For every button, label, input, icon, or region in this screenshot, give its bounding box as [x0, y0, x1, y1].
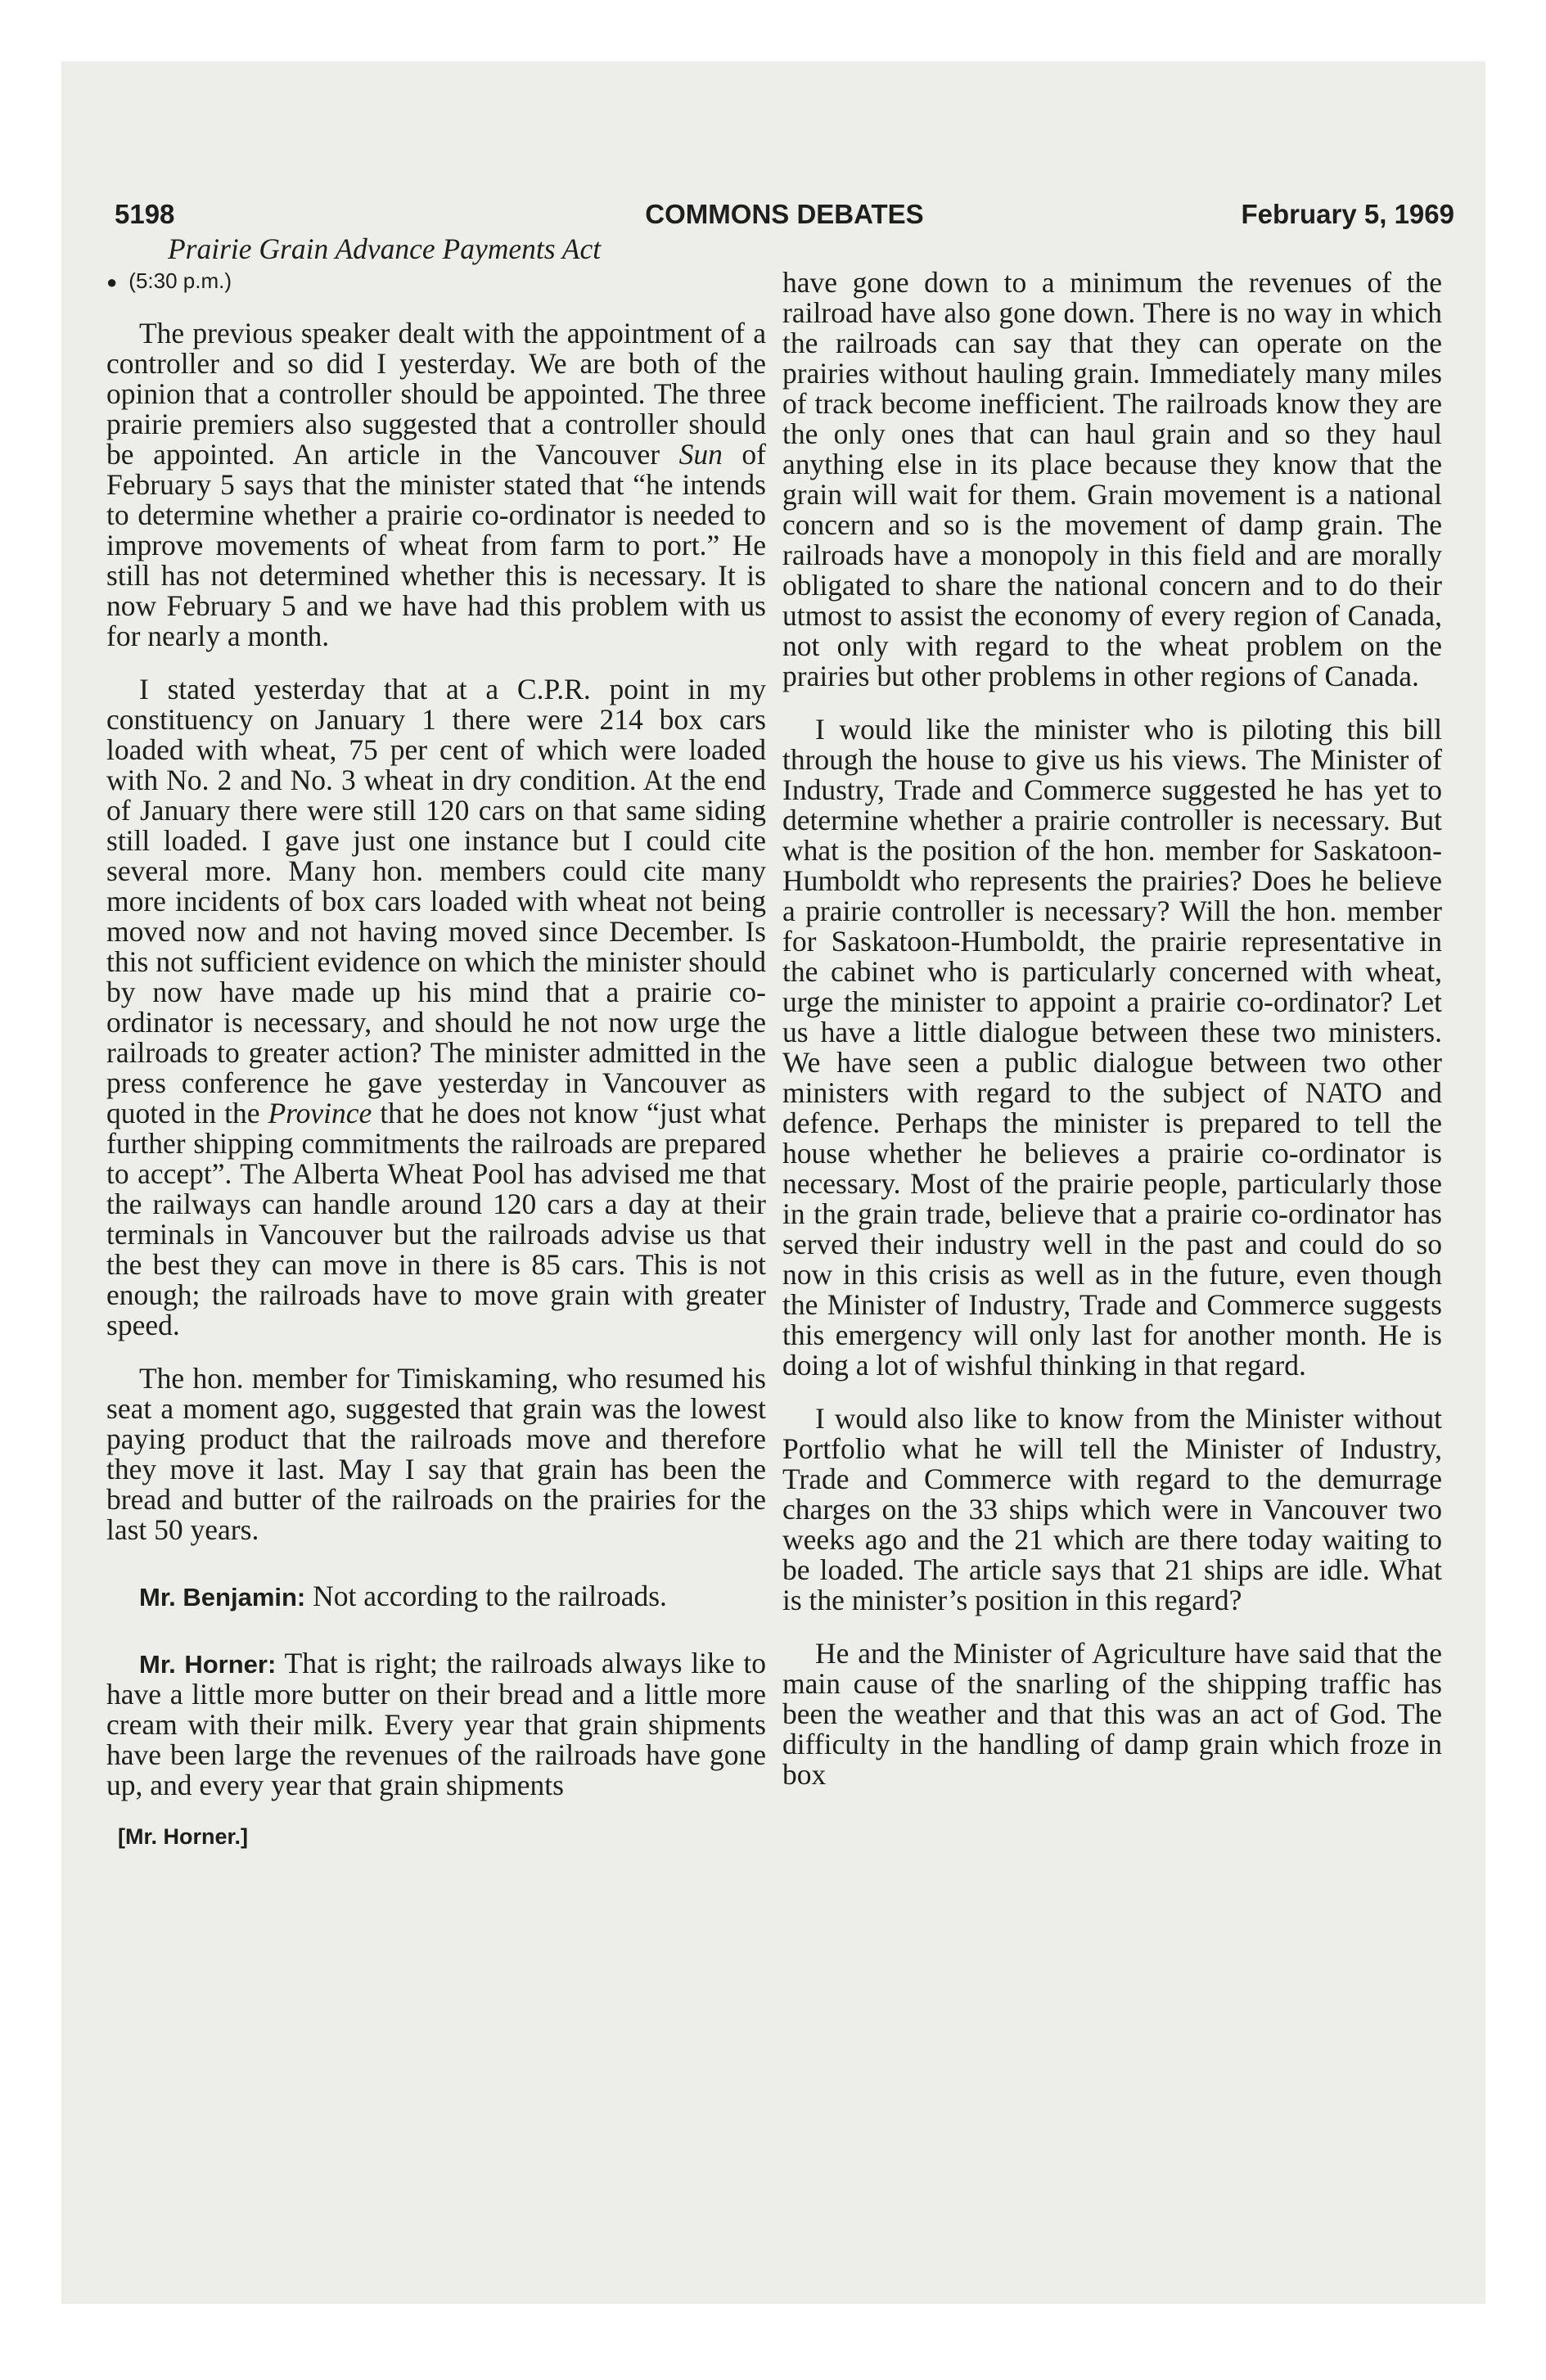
right-column [782, 268, 1442, 1790]
time-marker-text: (5:30 p.m.) [128, 268, 232, 293]
bullet-icon: ● [106, 272, 118, 292]
newspaper-name: Province [268, 1097, 372, 1129]
newspaper-name: Sun [678, 438, 723, 471]
speaker-name: Mr. Benjamin: [139, 1583, 306, 1611]
publication-title: COMMONS DEBATES [645, 199, 924, 229]
paragraph: He and the Minister of Agriculture have said that the main cause of the snarling of the shipping traffic has been the weather and that this was an act of God. The difficulty in the handling of damp grain which froze in box [782, 1637, 1442, 1791]
section-subtitle: Prairie Grain Advance Payments Act [168, 232, 602, 265]
time-marker [106, 266, 766, 297]
left-column [106, 234, 766, 1852]
paragraph: I would like the minister who is piloting this bill through the house to give us his views. The Minister of Industry, Trade and Commerce suggested he has yet to determine whether a prairie controller is necessary. But what is the position of the hon. member for Saskatoon-Humboldt who represents the prairies? Does he believe a prairie controller is necessary? Will the hon. member for Saskatoon-Humboldt, the prairie representative in the cabinet who is particularly concerned with wheat, urge the minister to appoint a prairie co-ordinator? Let us have a little dialogue between these two ministers. We have seen a public dialogue between two other ministers with regard to the subject of NATO and defence. Perhaps the minister is prepared to tell the house whether he believes a prairie co-ordinator is necessary. Most of the prairie people, particularly those in the grain trade, believe that a prairie co-ordinator has served their industry well in the past and could do so now in this crisis as well as in the future, even though the Minister of Industry, Trade and Commerce suggests this emergency will only last for another month. He is doing a lot of wishful thinking in that regard. [782, 713, 1442, 1382]
speaker-name: Mr. Horner: [139, 1650, 277, 1679]
paragraph: I stated yesterday that at a C.P.R. point in my constituency on January 1 there were 214 box cars loaded with wheat, 75 per cent of which were loaded with No. 2 and No. 3 wheat in dry condition. At the end of January there were still 120 cars on that same siding still loaded. I gave just one instance but I could cite several more. Many hon. members could cite many more incidents of box cars loaded with wheat not being moved now and not having moved since December. Is this not sufficient evidence on which the minister should by now have made up his mind that a prairie co-ordinator is necessary, and should he not now urge the railroads to greater action? The minister admitted in the press conference he gave yesterday in Vancouver as quoted in the Province that he does not know “just what further shipping commitments the railroads are prepared to accept”. The Alberta Wheat Pool has advised me that the railways can handle around 120 cars a day at their terminals in Vancouver but the railroads advise us that the best they can move in there is 85 cars. This is not enough; the railroads have to move grain with greater speed. [106, 673, 766, 1341]
paragraph-speaker: Mr. Horner: That is right; the railroads always like to have a little more butter on their bread and a little more cream with their milk. Every year that grain shipments have been large the revenues of the railroads have gone up, and every year that grain shipments [106, 1647, 767, 1801]
paragraph: The previous speaker dealt with the appointment of a controller and so did I yesterday. We are both of the opinion that a controller should be appointed. The three prairie premiers also suggested that a controller should be appointed. An article in the Vancouver Sun of February 5 says that the minister stated that “he intends to determine whether a prairie co-ordinator is needed to improve movements of wheat from farm to port.” He still has not determined whether this is necessary. It is now February 5 and we have had this problem with us for nearly a month. [106, 317, 766, 652]
speaker-footer: [Mr. Horner.] [118, 1824, 249, 1849]
paragraph: have gone down to a minimum the revenues of the railroad have also gone down. There is no way in which the railroads can say that they can operate on the prairies without hauling grain. Immediately many miles of track become inefficient. The railroads know they are the only ones that can haul grain and so they haul anything else in its place because they know that the grain will wait for them. Grain movement is a national concern and so is the movement of damp grain. The railroads have a monopoly in this field and are morally obligated to share the national concern and to do their utmost to assist the economy of every region of Canada, not only with regard to the wheat problem on the prairies but other problems in other regions of Canada. [782, 266, 1442, 692]
page-number: 5198 [115, 199, 175, 229]
paragraph-speaker: Mr. Benjamin: Not according to the railroads. [139, 1580, 667, 1612]
paragraph: The hon. member for Timiskaming, who resumed his seat a moment ago, suggested that grain was the lowest paying product that the railroads move and therefore they move it last. May I say that grain has been the bread and butter of the railroads on the prairies for the last 50 years. [106, 1362, 766, 1546]
page-date: February 5, 1969 [1241, 199, 1454, 229]
paragraph: I would also like to know from the Minister without Portfolio what he will tell the Minister of Industry, Trade and Commerce with regard to the demurrage charges on the 33 ships which were in Vancouver two weeks ago and the 21 which are there today waiting to be loaded. The article says that 21 ships are idle. What is the minister’s position in this regard? [782, 1402, 1442, 1616]
